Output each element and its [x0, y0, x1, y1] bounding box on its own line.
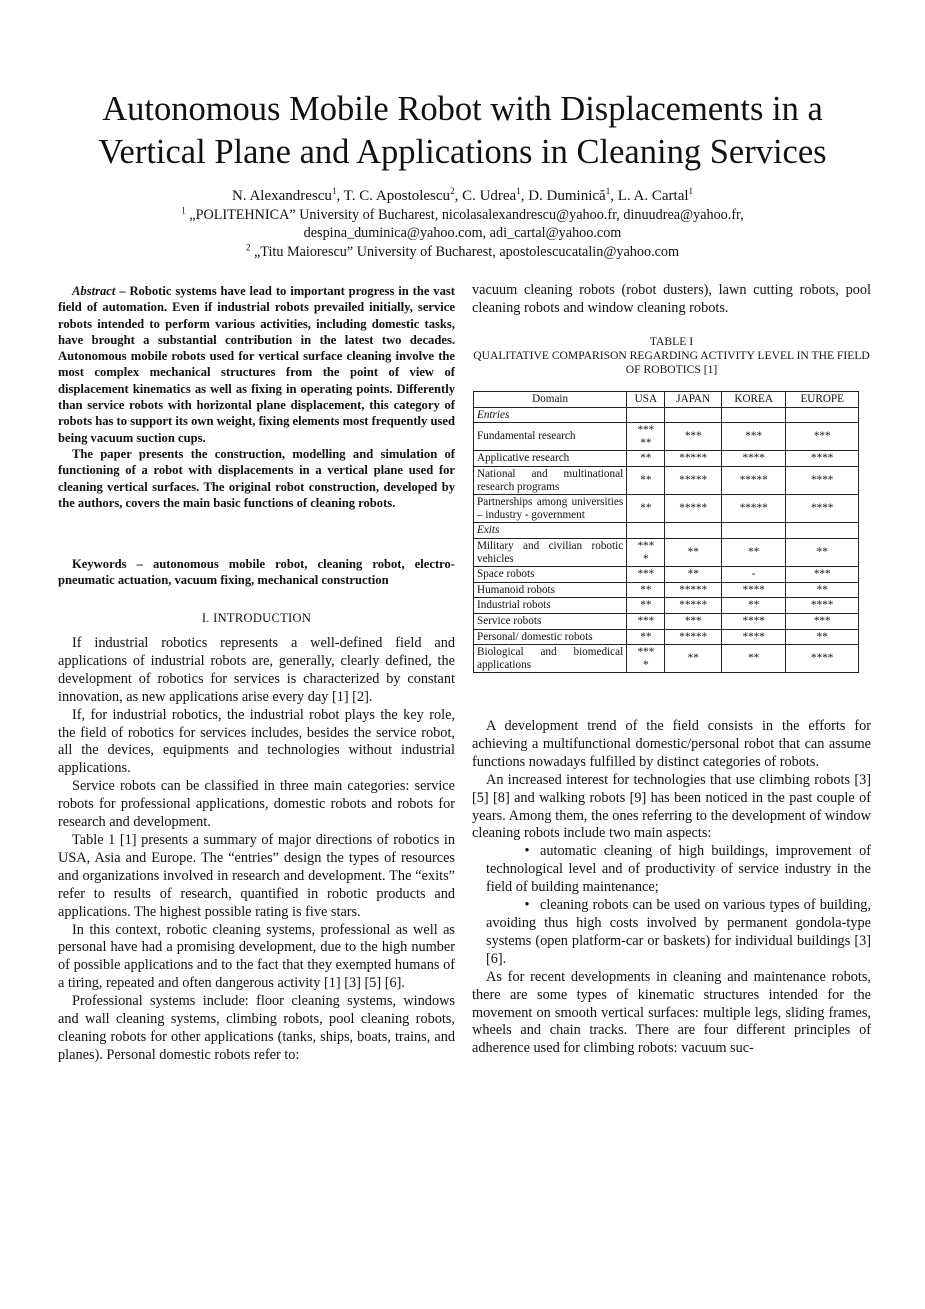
- table-cell-rating-japan: *****: [665, 451, 721, 467]
- table-cell-rating-japan: *****: [665, 466, 721, 494]
- table-caption: [472, 335, 871, 377]
- table-number: TABLE I: [649, 335, 694, 348]
- table-empty-cell: [627, 407, 665, 423]
- table-cell-rating-korea: *****: [721, 495, 786, 523]
- table-empty-cell: [786, 523, 859, 539]
- intro-paragraph: Service robots can be classified in three main categories: service robots for professional applications, domestic robots and robots for research and development.: [58, 778, 455, 831]
- table-cell-domain: Industrial robots: [474, 598, 627, 614]
- table-cell-rating-japan: ***: [665, 613, 721, 629]
- table-cell-rating-usa: *** *: [627, 538, 665, 566]
- table-cell-rating-japan: **: [665, 567, 721, 583]
- table-empty-cell: [786, 407, 859, 423]
- table-cell-domain: Service robots: [474, 613, 627, 629]
- affiliation-2: [40, 244, 885, 262]
- table-row: [474, 582, 859, 598]
- col-header-europe: EUROPE: [786, 392, 859, 408]
- table-row: [474, 567, 859, 583]
- abstract-paragraph-2: The paper presents the construction, modelling and simulation of functioning of a robot with displacements in a vertical plane used for cleaning vertical surfaces. The original robot construction, developed by the authors, covers the main basic functions of cleaning robots.: [58, 446, 455, 510]
- table-header-row: [474, 392, 859, 408]
- table-cell-domain: Personal/ domestic robots: [474, 629, 627, 645]
- bullet-item: [472, 843, 871, 897]
- table-empty-cell: [721, 523, 786, 539]
- author-name: C. Udrea: [462, 188, 517, 204]
- table-cell-rating-usa: **: [627, 495, 665, 523]
- table-cell-rating-usa: *** **: [627, 423, 665, 451]
- table-cell-domain: Fundamental research: [474, 423, 627, 451]
- title-line-2: Vertical Plane and Applications in Cleaning Services: [98, 133, 827, 171]
- table-row: [474, 423, 859, 451]
- table-cell-rating-usa: **: [627, 582, 665, 598]
- table-cell-rating-korea: *****: [721, 466, 786, 494]
- table-cell-rating-europe: ****: [786, 645, 859, 673]
- keywords: [58, 556, 455, 589]
- author-name: L. A. Cartal: [617, 188, 689, 204]
- table-cell-rating-japan: ***: [665, 423, 721, 451]
- table-cell-rating-korea: ***: [721, 423, 786, 451]
- intro-paragraph: Table 1 [1] presents a summary of major directions of robotics in USA, Asia and Europe. The “entries” design the types of resources and organizations involved in research and development. The “exits” refer to results of research, quantified in robotic products and applications. The highest possible rating is five stars.: [58, 831, 455, 920]
- table-section-label: Exits: [474, 523, 627, 539]
- author-name: N. Alexandrescu: [231, 188, 332, 204]
- affil-mark: 2: [245, 242, 251, 253]
- table-cell-rating-usa: ***: [627, 613, 665, 629]
- table-cell-rating-korea: ****: [721, 629, 786, 645]
- intro-paragraph: If, for industrial robotics, the industrial robot plays the key role, the field of robotics for services includes, besides the service robot, all the devices, equipments and technologies without industrial applications.: [58, 706, 455, 777]
- bullet-icon: •: [524, 897, 530, 914]
- table-cell-rating-europe: ****: [786, 451, 859, 467]
- body-paragraph: A development trend of the field consists in the efforts for achieving a multifunctional domestic/personal robot that can assume functions nowadays fulfilled by distinct categories of robots.: [472, 718, 871, 770]
- table-cell-rating-japan: *****: [665, 629, 721, 645]
- right-column-body: [472, 718, 871, 1058]
- table-cell-rating-europe: ****: [786, 598, 859, 614]
- table-empty-cell: [627, 523, 665, 539]
- affiliation-2-line: „Titu Maiorescu” University of Bucharest, apostolescucatalin@yahoo.com: [253, 244, 680, 260]
- table-row: [474, 538, 859, 566]
- author-affil-mark: 1: [516, 186, 521, 196]
- section-heading-introduction: I. INTRODUCTION: [201, 611, 312, 625]
- table-section-label: Entries: [474, 407, 627, 423]
- author-affil-mark: 1: [331, 186, 337, 196]
- table-row: [474, 613, 859, 629]
- title-line-1: Autonomous Mobile Robot with Displacements in a: [102, 90, 823, 128]
- table-cell-rating-europe: ****: [786, 466, 859, 494]
- table-cell-rating-europe: ****: [786, 495, 859, 523]
- intro-paragraph: Professional systems include: floor cleaning systems, windows and wall cleaning systems, climbing robots, pool cleaning robots, cleaning robots for other applications (tanks, ships, boats, trains, and planes). Personal domestic robots refer to:: [58, 993, 455, 1063]
- introduction-body: [58, 635, 455, 1065]
- col-header-japan: JAPAN: [665, 392, 721, 408]
- bullet-item: [472, 897, 871, 969]
- table-cell-rating-usa: **: [627, 466, 665, 494]
- author-affil-mark: 2: [450, 186, 455, 196]
- bullet-text: automatic cleaning of high buildings, improvement of technological level and of productivity of service industry in the field of building maintenance;: [486, 843, 871, 896]
- body-paragraph: As for recent developments in cleaning and maintenance robots, there are some types of kinematic structures intended for the movement on smooth vertical surfaces: multiple legs, sliding frames, wheels and chain tracks. There are four different principles of adherence used for climbing robots: vacuum suc-: [472, 968, 871, 1057]
- table-title: QUALITATIVE COMPARISON REGARDING ACTIVITY LEVEL IN THE FIELD OF ROBOTICS [1]: [473, 349, 870, 376]
- bullet-icon: •: [524, 843, 530, 860]
- author-affil-mark: 1: [605, 186, 611, 196]
- table-row: [474, 598, 859, 614]
- table-cell-rating-europe: ***: [786, 567, 859, 583]
- table-cell-rating-usa: ***: [627, 567, 665, 583]
- table-cell-domain: Applicative research: [474, 451, 627, 467]
- col-header-korea: KOREA: [721, 392, 786, 408]
- author-affil-mark: 1: [688, 186, 694, 196]
- table-cell-rating-korea: **: [721, 645, 786, 673]
- table-cell-rating-europe: **: [786, 538, 859, 566]
- intro-paragraph: In this context, robotic cleaning systems, professional as well as personal have had a promising development, due to the high number of possible applications and to the fact that they exempted humans of a tiring, repeated and often dangerous activity [1] [3] [5] [6].: [58, 921, 455, 992]
- table-row: [474, 645, 859, 673]
- table-row: [474, 466, 859, 494]
- table-empty-cell: [665, 407, 721, 423]
- table-row: [474, 451, 859, 467]
- table-cell-rating-japan: **: [665, 645, 721, 673]
- table-cell-rating-europe: **: [786, 582, 859, 598]
- comparison-table: [473, 391, 859, 673]
- table-cell-rating-usa: *** *: [627, 645, 665, 673]
- table-section-row: [474, 407, 859, 423]
- table-cell-rating-japan: *****: [665, 582, 721, 598]
- intro-paragraph: If industrial robotics represents a well-defined field and applications of industrial robots are, generally, clearly defined, the development of robotics for services is characterized by constant innovation, as new applications arise every day [1] [2].: [58, 635, 455, 705]
- table-cell-domain: Humanoid robots: [474, 582, 627, 598]
- table-cell-rating-europe: ***: [786, 613, 859, 629]
- table-cell-rating-korea: ****: [721, 451, 786, 467]
- table-cell-rating-japan: *****: [665, 495, 721, 523]
- table-cell-domain: Biological and biomedical applications: [474, 645, 627, 673]
- table-cell-rating-korea: ****: [721, 582, 786, 598]
- body-paragraph: An increased interest for technologies that use climbing robots [3] [5] [8] and walking robots [9] has been noticed in the past couple of years. Among them, the ones referring to the development of window cleaning robots include two main aspects:: [472, 771, 871, 842]
- table-cell-rating-europe: **: [786, 629, 859, 645]
- continuation-paragraph: vacuum cleaning robots (robot dusters), lawn cutting robots, pool cleaning robots and window cleaning robots.: [472, 282, 871, 316]
- table-row: [474, 629, 859, 645]
- table-cell-rating-korea: ****: [721, 613, 786, 629]
- table-cell-rating-usa: **: [627, 598, 665, 614]
- affil-mark: 1: [181, 205, 186, 216]
- bullet-text: cleaning robots can be used on various types of building, avoiding thus high costs involved by permanent gondola-type systems (open platform-car or baskets) for individual buildings [3] [6].: [486, 897, 871, 967]
- paper-title: [40, 88, 885, 174]
- table-cell-rating-korea: **: [721, 538, 786, 566]
- author-name: T. C. Apostolescu: [343, 188, 451, 204]
- table-section-row: [474, 523, 859, 539]
- right-column-continuation: [472, 282, 871, 318]
- table-empty-cell: [665, 523, 721, 539]
- table-cell-rating-usa: **: [627, 451, 665, 467]
- table-cell-domain: National and multinational research programs: [474, 466, 627, 494]
- affiliation-1-line-2: despina_duminica@yahoo.com, adi_cartal@yahoo.com: [303, 224, 622, 241]
- table-cell-rating-japan: *****: [665, 598, 721, 614]
- table-cell-rating-europe: ***: [786, 423, 859, 451]
- col-header-domain: Domain: [474, 392, 627, 408]
- table-row: [474, 495, 859, 523]
- table-cell-domain: Space robots: [474, 567, 627, 583]
- abstract-paragraph-1: – Robotic systems have lead to important progress in the vast field of automation. Even if industrial robots prevailed initially, service robots intended to perform various activities, including domestic tasks, have brought a substantial contribution in the latest two decades. Autonomous mobile robots used for vertical surface cleaning involve the most complex mechanical structures from the point of view of displacement kinematics as well as fixing in operating points. Differently than service robots with horizontal plane displacement, this category of robots has to support its own weight, fixing elements most frequently used being vacuum suction cups.: [58, 284, 455, 445]
- affiliation-1-line-1: „POLITEHNICA” University of Bucharest, nicolasalexandrescu@yahoo.fr, dinuudrea@yahoo.fr,: [189, 207, 744, 223]
- table-cell-rating-usa: **: [627, 629, 665, 645]
- keywords-text: Keywords – autonomous mobile robot, cleaning robot, electro-pneumatic actuation, vacuum fixing, mechanical construction: [58, 557, 455, 588]
- table-cell-rating-korea: **: [721, 598, 786, 614]
- table-empty-cell: [721, 407, 786, 423]
- abstract: [58, 283, 455, 511]
- col-header-usa: USA: [627, 392, 665, 408]
- author-list: N. Alexandrescu$^1$, T. C. Apostolescu$^2$, C. Udrea$^1$, D. Duminică$^1$, L. A. Cartal$^1$: [231, 186, 694, 204]
- table-cell-domain: Partnerships among universities – industry - government: [474, 495, 627, 523]
- affiliation-1: [40, 207, 885, 242]
- table-cell-rating-korea: -: [721, 567, 786, 583]
- table-cell-rating-japan: **: [665, 538, 721, 566]
- author-name: D. Duminică: [528, 188, 606, 204]
- table-cell-domain: Military and civilian robotic vehicles: [474, 538, 627, 566]
- abstract-label: Abstract: [72, 284, 116, 298]
